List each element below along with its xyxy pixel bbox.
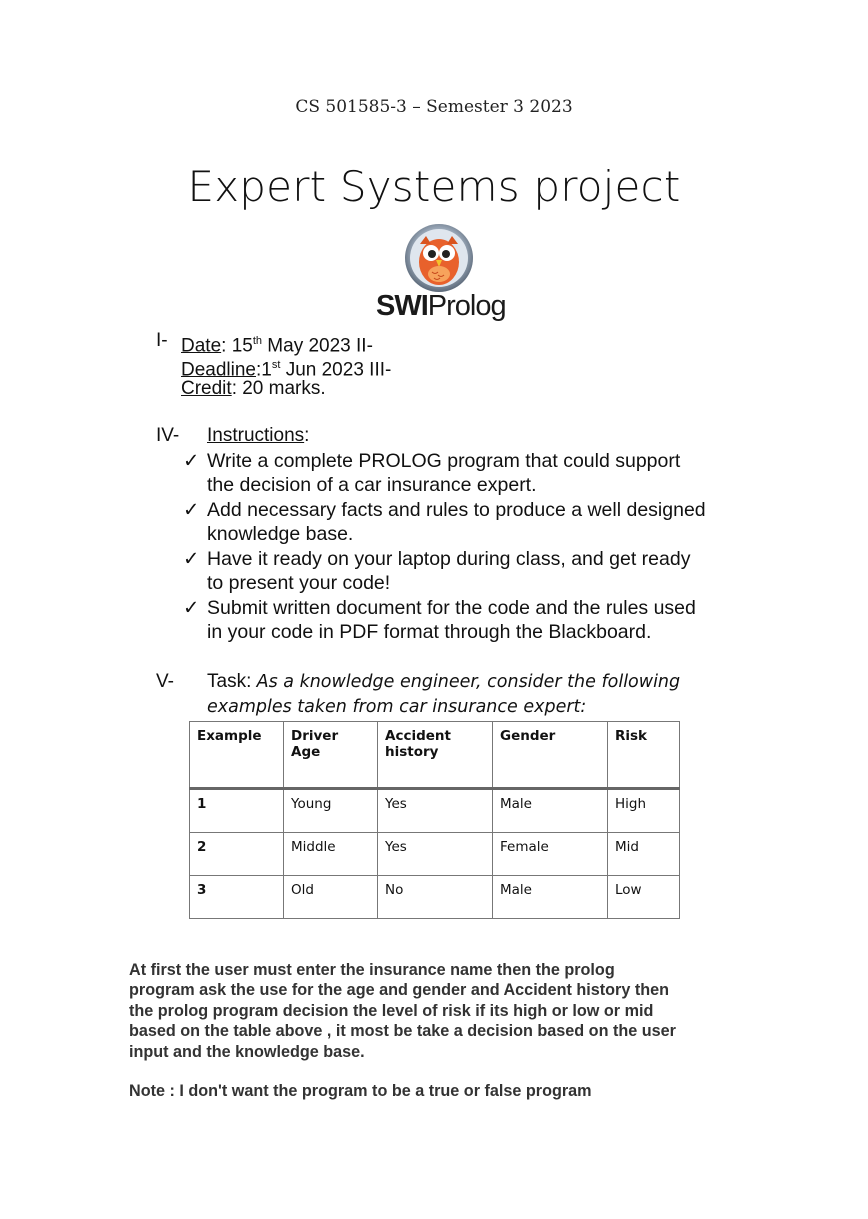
description-line: the prolog program decision the level of risk if its high or low or mid	[129, 1001, 654, 1020]
cell-example: 2	[190, 833, 284, 876]
course-header: CS 501585-3 – Semester 3 2023	[295, 97, 573, 117]
instruction-line: knowledge base.	[207, 523, 354, 545]
owl-logo-icon	[376, 222, 506, 292]
description-line: input and the knowledge base.	[129, 1042, 365, 1061]
swi-prolog-wordmark	[376, 290, 506, 323]
cell-risk: Low	[608, 876, 680, 919]
credit-label: Credit	[181, 378, 232, 399]
cell-accident-history: Yes	[378, 833, 493, 876]
header-gender: Gender	[493, 722, 608, 789]
date-day: : 15	[221, 335, 253, 357]
deadline-day: :1	[256, 359, 272, 381]
cell-example: 3	[190, 876, 284, 919]
table-row	[190, 789, 680, 833]
instructions-marker: IV-	[156, 425, 180, 446]
instruction-text	[207, 596, 747, 644]
cell-driver-age: Middle	[284, 833, 378, 876]
cell-example: 1	[190, 789, 284, 833]
brand-light: Prolog	[427, 290, 506, 322]
cell-accident-history: Yes	[378, 789, 493, 833]
cell-accident-history: No	[378, 876, 493, 919]
task-label: Task:	[207, 671, 257, 692]
description-paragraph	[129, 960, 739, 1062]
instruction-text	[207, 498, 747, 546]
credit-value: : 20 marks.	[231, 378, 326, 399]
description-line: based on the table above , it most be take a decision based on the user	[129, 1022, 676, 1041]
instructions-colon: :	[304, 425, 310, 446]
examples-table	[189, 721, 680, 919]
description-line: At first the user must enter the insurance name then the prolog	[129, 961, 615, 979]
deadline-label: Deadline	[181, 359, 256, 381]
cell-driver-age: Young	[284, 789, 378, 833]
note-text: Note : I don't want the program to be a true or false program	[129, 1082, 592, 1100]
instruction-line: the decision of a car insurance expert.	[207, 474, 537, 496]
checkmark-icon: ✓	[183, 499, 200, 521]
deadline-sup: st	[271, 359, 281, 371]
date-marker: I-	[156, 330, 168, 351]
task-text-line1: As a knowledge engineer, consider the following	[256, 672, 681, 692]
credit-line	[181, 377, 326, 401]
date-sup: th	[252, 335, 263, 347]
cell-driver-age: Old	[284, 876, 378, 919]
description-line: program ask the use for the age and gender and Accident history then	[129, 981, 669, 1000]
instruction-text	[207, 449, 747, 497]
instructions-label: Instructions	[207, 425, 305, 446]
brand-bold: SWI	[376, 290, 428, 322]
cell-gender: Male	[493, 789, 608, 833]
instruction-text	[207, 547, 747, 595]
checkmark-icon: ✓	[183, 548, 200, 570]
table-header-row	[190, 722, 680, 789]
instruction-line: Write a complete PROLOG program that could support	[207, 450, 681, 472]
instruction-line: Add necessary facts and rules to produce a well designed	[207, 499, 706, 521]
deadline-rest: Jun 2023 III-	[280, 359, 392, 381]
date-label: Date	[181, 335, 222, 357]
instructions-heading	[207, 424, 309, 448]
cell-gender: Male	[493, 876, 608, 919]
task-heading	[207, 670, 680, 694]
header-risk: Risk	[608, 722, 680, 789]
checkmark-icon: ✓	[183, 450, 200, 472]
table-row	[190, 833, 680, 876]
instruction-line: to present your code!	[207, 572, 391, 594]
instruction-line: Have it ready on your laptop during class, and get ready	[207, 548, 691, 570]
header-driver-age: Driver Age	[284, 722, 378, 789]
task-text-line2: examples taken from car insurance expert:	[207, 697, 587, 717]
date-rest: May 2023 II-	[262, 335, 373, 357]
task-marker: V-	[156, 671, 174, 692]
cell-gender: Female	[493, 833, 608, 876]
instruction-line: Submit written document for the code and the rules used	[207, 597, 696, 619]
instruction-line: in your code in PDF format through the Blackboard.	[207, 621, 652, 643]
cell-risk: Mid	[608, 833, 680, 876]
header-accident-history: Accident history	[378, 722, 493, 789]
header-example: Example	[190, 722, 284, 789]
checkmark-icon: ✓	[183, 597, 200, 619]
cell-risk: High	[608, 789, 680, 833]
page-title: Expert Systems project	[187, 162, 681, 211]
table-row	[190, 876, 680, 919]
